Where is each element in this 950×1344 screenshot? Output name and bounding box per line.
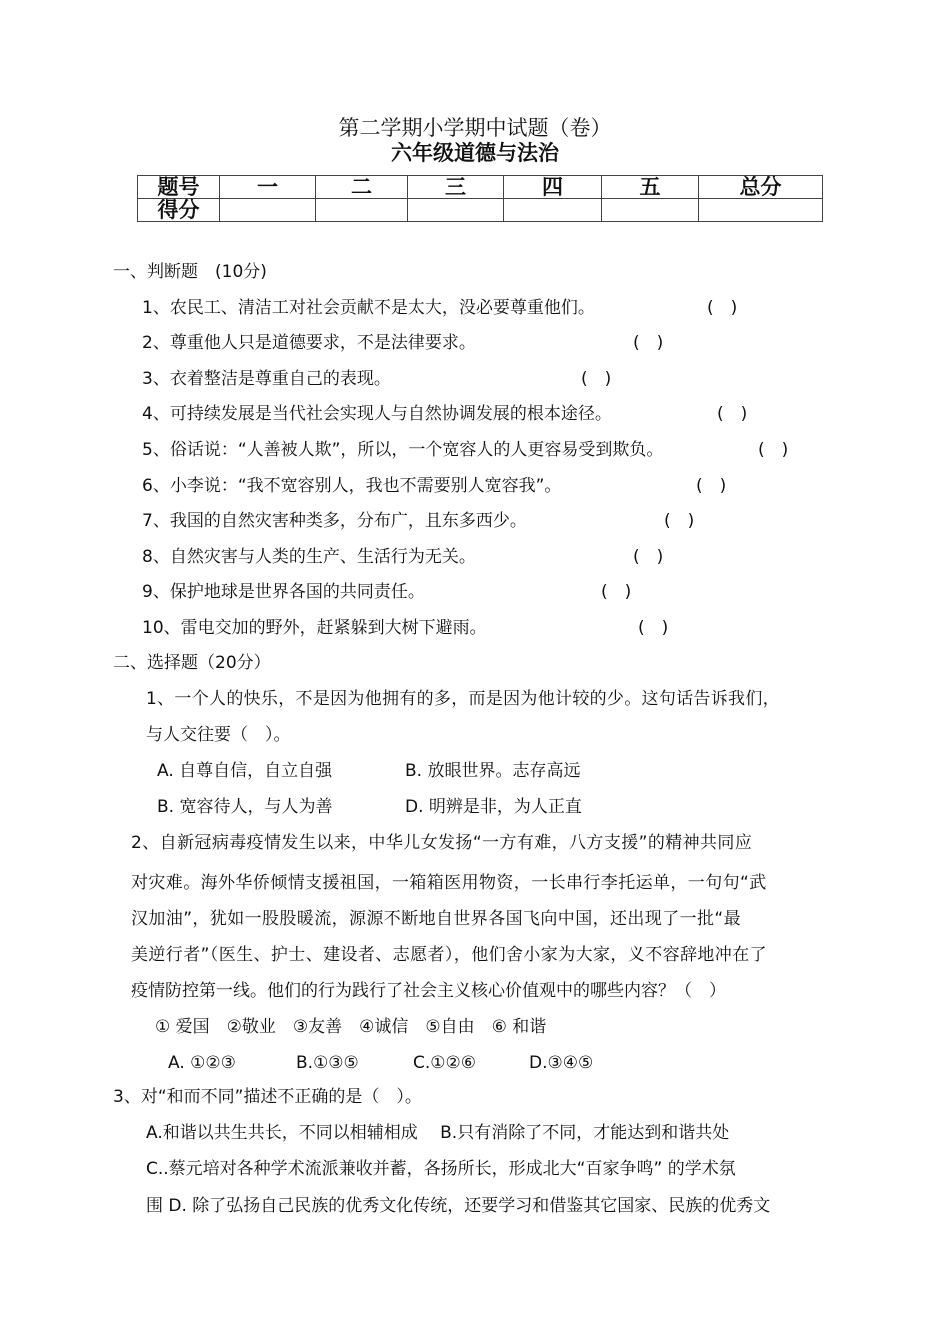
option: B. 宽容待人，与人为善	[157, 797, 333, 817]
table-row	[138, 176, 823, 199]
value-items: ① 爱国 ②敬业 ③友善 ④诚信 ⑤自由 ⑥ 和谐	[155, 1017, 547, 1037]
answer-paren: ( )	[696, 476, 727, 496]
exam-title: 第二学期小学期中试题（卷）	[338, 116, 612, 140]
answer-paren: ( )	[758, 440, 789, 460]
question-text: 5、俗话说：“人善被人欺”，所以，一个宽容人的人更容易受到欺负。	[142, 440, 664, 460]
question-text: 2、自新冠病毒疫情发生以来，中华儿女发扬“一方有难，八方支援”的精神共同应	[131, 833, 753, 853]
table-cell: 一	[220, 176, 316, 199]
section-heading: 一、判断题 (10分)	[113, 262, 267, 282]
option: C.①②⑥	[413, 1053, 476, 1073]
question-text: 疫情防控第一线。他们的行为践行了社会主义核心价值观中的哪些内容？（ ）	[131, 981, 726, 1001]
answer-paren: ( )	[664, 511, 695, 531]
question-text: 1、农民工、清洁工对社会贡献不是太大，没必要尊重他们。	[142, 298, 595, 318]
answer-paren: ( )	[601, 582, 632, 602]
answer-paren: ( )	[633, 333, 664, 353]
option: D.③④⑤	[529, 1053, 594, 1073]
question-text: 3、对“和而不同”描述不正确的是（ ）。	[113, 1087, 422, 1107]
table-cell: 得分	[138, 199, 220, 222]
answer-paren: ( )	[707, 298, 738, 318]
question-text: 6、小李说：“我不宽容别人，我也不需要别人宽容我”。	[142, 476, 562, 496]
question-text: 9、保护地球是世界各国的共同责任。	[142, 582, 425, 602]
score-cell[interactable]	[316, 199, 408, 222]
answer-paren: ( )	[633, 547, 664, 567]
question-text: 8、自然灾害与人类的生产、生活行为无关。	[142, 547, 476, 567]
question-text: 2、尊重他人只是道德要求，不是法律要求。	[142, 333, 476, 353]
exam-subtitle: 六年级道德与法治	[391, 141, 559, 165]
score-table	[137, 175, 823, 222]
question-text: 对灾难。海外华侨倾情支援祖国，一箱箱医用物资，一长串行李托运单，一句句“武	[131, 873, 767, 893]
score-cell[interactable]	[220, 199, 316, 222]
question-text: 与人交往要（ ）。	[146, 725, 291, 745]
option: A. ①②③	[168, 1053, 236, 1073]
answer-paren: ( )	[638, 618, 669, 638]
table-cell: 题号	[138, 176, 220, 199]
option: B. 放眼世界。志存高远	[405, 761, 581, 781]
section-heading: 二、选择题（20分）	[113, 653, 271, 673]
option: A. 自尊自信，自立自强	[157, 761, 333, 781]
score-cell[interactable]	[602, 199, 699, 222]
question-text: 10、雷电交加的野外，赶紧躲到大树下避雨。	[142, 618, 487, 638]
table-cell: 二	[316, 176, 408, 199]
score-cell[interactable]	[408, 199, 504, 222]
table-cell: 三	[408, 176, 504, 199]
question-text: 1、一个人的快乐，不是因为他拥有的多，而是因为他计较的少。这句话告诉我们，	[146, 689, 780, 709]
question-text: 4、可持续发展是当代社会实现人与自然协调发展的根本途径。	[142, 404, 612, 424]
option: C..蔡元培对各种学术流派兼收并蓄，各扬所长，形成北大“百家争鸣” 的学术氛	[146, 1159, 736, 1179]
table-cell: 五	[602, 176, 699, 199]
option: 围 D. 除了弘扬自己民族的优秀文化传统，还要学习和借鉴其它国家、民族的优秀文	[146, 1196, 771, 1216]
score-cell[interactable]	[699, 199, 823, 222]
answer-paren: ( )	[581, 369, 612, 389]
option: B.①③⑤	[296, 1053, 359, 1073]
question-text: 美逆行者”（医生、护士、建设者、志愿者），他们舍小家为大家，义不容辞地冲在了	[131, 945, 768, 965]
question-text: 汉加油”，犹如一股股暖流，源源不断地自世界各国飞向中国，还出现了一批“最	[131, 909, 742, 929]
table-cell: 四	[504, 176, 602, 199]
table-cell: 总分	[699, 176, 823, 199]
option: D. 明辨是非，为人正直	[405, 797, 582, 817]
question-text: 3、衣着整洁是尊重自己的表现。	[142, 369, 391, 389]
answer-paren: ( )	[717, 404, 748, 424]
option: A.和谐以共生共长，不同以相辅相成 B.只有消除了不同，才能达到和谐共处	[146, 1123, 730, 1143]
score-cell[interactable]	[504, 199, 602, 222]
question-text: 7、我国的自然灾害种类多，分布广，且东多西少。	[142, 511, 527, 531]
table-row	[138, 199, 823, 222]
